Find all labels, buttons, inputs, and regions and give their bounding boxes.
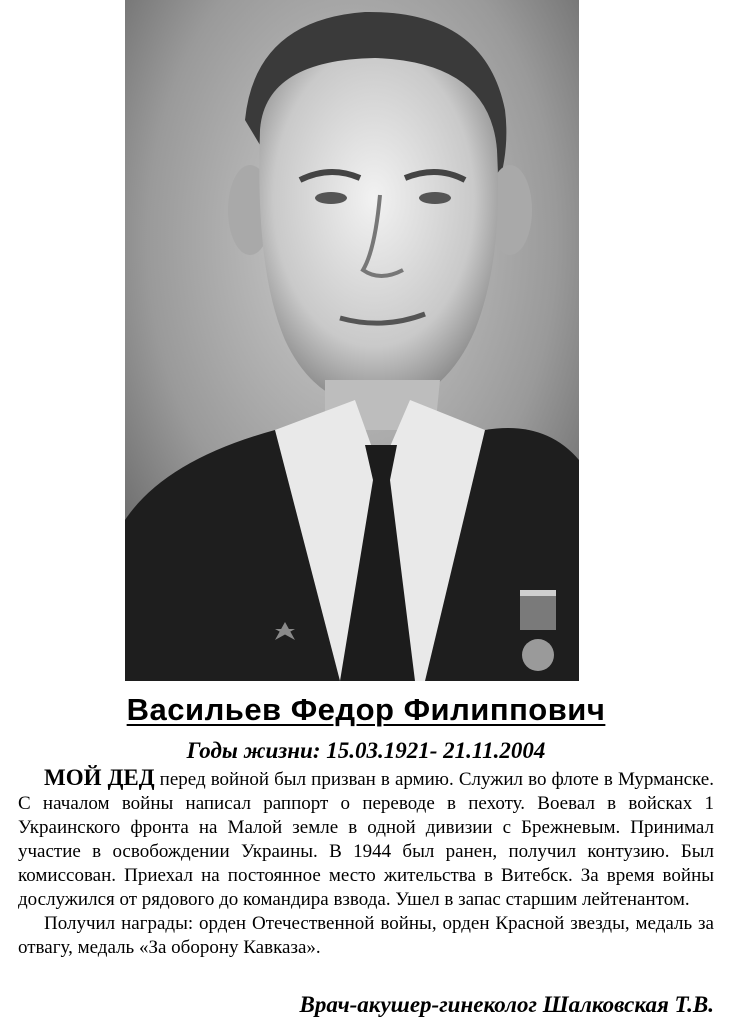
biography-lead: МОЙ ДЕД bbox=[44, 765, 155, 790]
person-name: Васильев Федор Филиппович bbox=[126, 692, 606, 727]
biography-paragraph-2: Получил награды: орден Отечественной войны, орден Красной звезды, медаль за отвагу, медаль «За оборону Кавказа». bbox=[18, 913, 714, 958]
biography bbox=[18, 766, 714, 960]
life-years: Годы жизни: 15.03.1921- 21.11.2004 bbox=[186, 738, 546, 763]
biography-text-1: перед войной был призван в армию. Служил во флоте в Мурманске. С началом войны написал раппорт о переводе в пехоту. Воевал в войсках 1 Украинского фронта на Малой земле в одной дивизии с Брежневым. Принимал участие в освобождении Украины. В 1944 был ранен, получил контузию. Был комиссован. Приехал на постоянное место жительства в Витебск. За время войны дослужился от рядового до командира взвода. Ушел в запас старшим лейтенантом. bbox=[18, 769, 714, 910]
portrait-photo-icon bbox=[125, 0, 579, 681]
portrait-photo bbox=[125, 0, 579, 681]
author-signature: Врач-акушер-гинеколог Шалковская Т.В. bbox=[299, 992, 714, 1017]
biography-paragraph-1 bbox=[18, 766, 714, 912]
